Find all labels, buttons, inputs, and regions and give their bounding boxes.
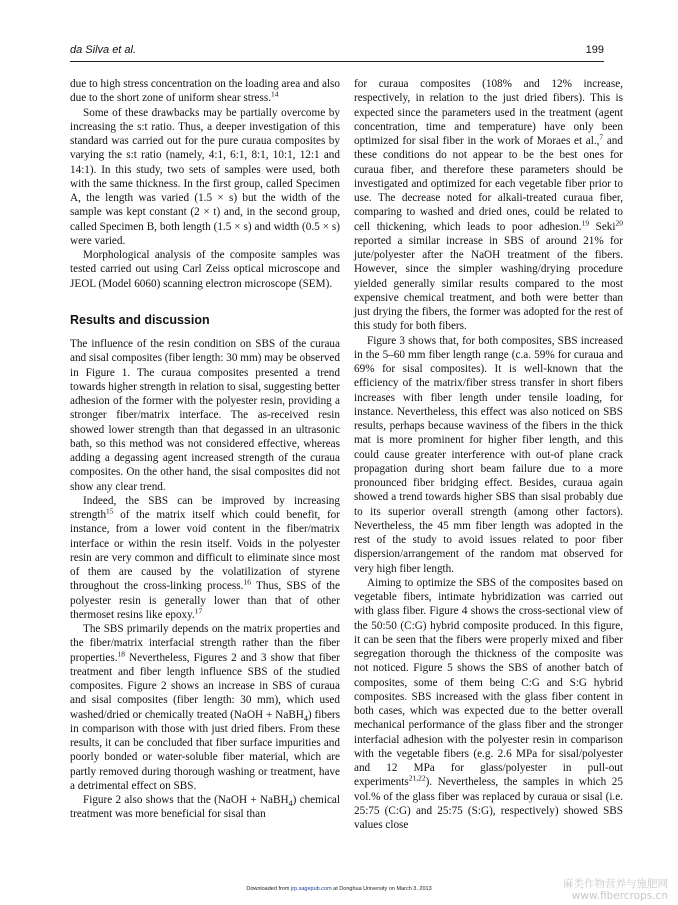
section-heading: Results and discussion bbox=[70, 312, 210, 327]
paragraph: Morphological analysis of the composite samples was tested carried out using Carl Zeiss optical microscope and JEOL (Model 6060) scanning electron microscope (SEM). bbox=[70, 249, 340, 290]
site-watermark bbox=[563, 878, 668, 902]
download-footer: Downloaded from jrp.sagepub.com at Donghua University on March 3, 2013 bbox=[246, 886, 432, 892]
running-head-authors: da Silva et al. bbox=[70, 44, 137, 56]
citation-ref: 16 bbox=[243, 577, 251, 587]
paragraph: Some of these drawbacks may be partially overcome by increasing the s:t ratio. Thus, a deeper investigation of this standard was carried out for the pure curaua composites by varying the s:t ratio (namely, 4:1, 6:1, 8:1, 10:1, 12:1 and 14:1). In this study, two sets of samples were used, both with the same thickness. In the first group, called Specimen A, the length was varied (1.5 × s) but the width of the sample was kept constant (2 × t) and, in the second group, called Specimen B, both length (1.5 × s) and width (0.5 × s) were varied. bbox=[70, 106, 340, 247]
paragraph: The influence of the resin condition on SBS of the curaua and sisal composites (fiber length: 30 mm) may be observed in Figure 1. The curaua composites presented a trend towards higher strength in relation to sisal, suggesting better adhesion of the former with the polyester resin, providing a stronger fiber/matrix interface. The as-received resin showed lower strength than that degassed in an ultrasonic bath, so this method was not considered effective, whereas adding a degassing agent increased strength of the curaua composites. On the other hand, the sisal composites did not show any clear trend. bbox=[70, 338, 341, 493]
left-column bbox=[70, 77, 340, 822]
running-head bbox=[70, 44, 604, 62]
paragraph: Figure 3 shows that, for both composites, SBS increased in the 5–60 mm fiber length range (c.a. 59% for curaua and 69% for sisal composites). It is well-known that the efficiency of the matrix/fiber stress transfer in short fibers increases with fiber length under tensile loading, for instance. Nevertheless, this effect was also noticed on SBS results, perhaps because waviness of the fibers in the thick mat is more prominent for higher fiber length, and this could cause greater interference with out-of plane crack propagation during short beam failure due to a more pronounced fiber bridging effect. Besides, curaua again showed a trend towards higher SBS than sisal probably due to its superior overall strength (among other factors). Nevertheless, the 45 mm fiber length was adopted in the rest of the study to avoid issues related to poor fiber dispersion/arrangement of the random mat observed for very high fiber length. bbox=[354, 334, 623, 575]
citation-ref: 15 bbox=[106, 506, 114, 516]
citation-ref: 17 bbox=[194, 606, 203, 616]
source-link[interactable]: jrp.sagepub.com bbox=[290, 886, 332, 892]
paragraph: Figure 2 also shows that the (NaOH + NaBH$_4$) chemical treatment was more beneficial for sisal than bbox=[70, 794, 340, 821]
citation-ref: 18 bbox=[117, 648, 126, 658]
citation-ref: 19 bbox=[581, 217, 590, 227]
subscript: 4 bbox=[303, 713, 308, 723]
paragraph: Indeed, the SBS can be improved by increasing strength$^{15}$ of the matrix itself which could benefit, for instance, from a lower void content in the fiber/matrix interface or within the resin itself. Voids in the polyester resin are very common and difficult to eliminate since most of them are caused by the volatilization of styrene throughout the cross-linking process.$^{16}$ Thus, SBS of the polyester resin is generally lower than that of other thermoset resins like epoxy.$^{17}$ bbox=[70, 494, 340, 621]
subscript: 4 bbox=[288, 799, 293, 809]
citation-ref: 7 bbox=[599, 132, 604, 142]
right-column bbox=[354, 77, 623, 832]
watermark-url: www.fibercrops.cn bbox=[571, 890, 668, 902]
paragraph: due to high stress concentration on the loading area and also due to the short zone of uniform shear stress.$^{14}$ bbox=[70, 78, 340, 105]
citation-ref: 20 bbox=[615, 217, 623, 227]
watermark-title: 麻类作物营养与施肥网 bbox=[563, 878, 668, 890]
paragraph: The SBS primarily depends on the matrix properties and the fiber/matrix interfacial strength rather than the fiber properties.$^{18}$ Nevertheless, Figures 2 and 3 show that fiber treatment and fiber length influence SBS of the studied composites. Figure 2 shows an increase in SBS of curaua and sisal composites (fiber length: 30 mm), which used washed/dried or chemically treated (NaOH + NaBH$_4$) fibers in comparison with those with just dried fibers. From these results, it can be concluded that fiber surface impurities and poorly bonded or water-soluble fiber material, which are partly removed during thorough washing or treatment, have a detrimental effect on SBS. bbox=[70, 623, 340, 792]
citation-ref: 21,22 bbox=[408, 773, 426, 783]
header-rule bbox=[70, 61, 604, 62]
paragraph: for curaua composites (108% and 12% increase, respectively, in relation to the just dried fibers). This is expected since the parameters used in the treatment (agent concentration, time and temperature) have only been optimized for sisal fiber in the work of Moraes et al.,$^7$ and these conditions do not appear to be the best ones for curaua fiber, and therefore these parameters should be investigated and optimized for each vegetable fiber prior to use. The decrease noted for alkali-treated curaua fiber, comparing to washed and dried ones, could be related to cell thickening, which leads to poor adhesion.$^{19}$ Seki$^{20}$ reported a similar increase in SBS of around 21% for jute/polyester after the NaOH treatment of the fibers. However, since the simpler washing/drying procedure yielded generally similar results compared to the most expensive chemical treatment, and both were better than just drying the fibers, the former was adopted for the rest of this study for both fibers. bbox=[354, 78, 623, 333]
citation-ref: 14 bbox=[271, 89, 279, 99]
page-number: 199 bbox=[585, 44, 604, 56]
paragraph: Aiming to optimize the SBS of the composites based on vegetable fibers, intimate hybridization was carried out with glass fiber. Figure 4 shows the cross-sectional view of the 50:50 (C:G) hybrid composite produced. In this figure, it can be seen that the fibers were properly mixed and fiber segregation thorough the thickness of the composite was not noticed. Figure 5 shows the SBS of another batch of composites, some of them being C:G and S:G hybrid composites. SBS increased with the glass fiber content in both cases, which was expected due to the better overall mechanical performance of the glass fiber and the stronger interfacial adhesion with the polyester resin in comparison with the vegetable fibers (e.g. 2.6 MPa for sisal/polyester and 12 MPa for glass/polyester in pull-out experiments$^{21,22}$). Nevertheless, the samples in which 25 vol.% of the glass fiber was replaced by curaua or sisal (i.e. 25:75 (C:G) and 25:75 (S:G), respectively) showed SBS values close bbox=[354, 576, 623, 831]
